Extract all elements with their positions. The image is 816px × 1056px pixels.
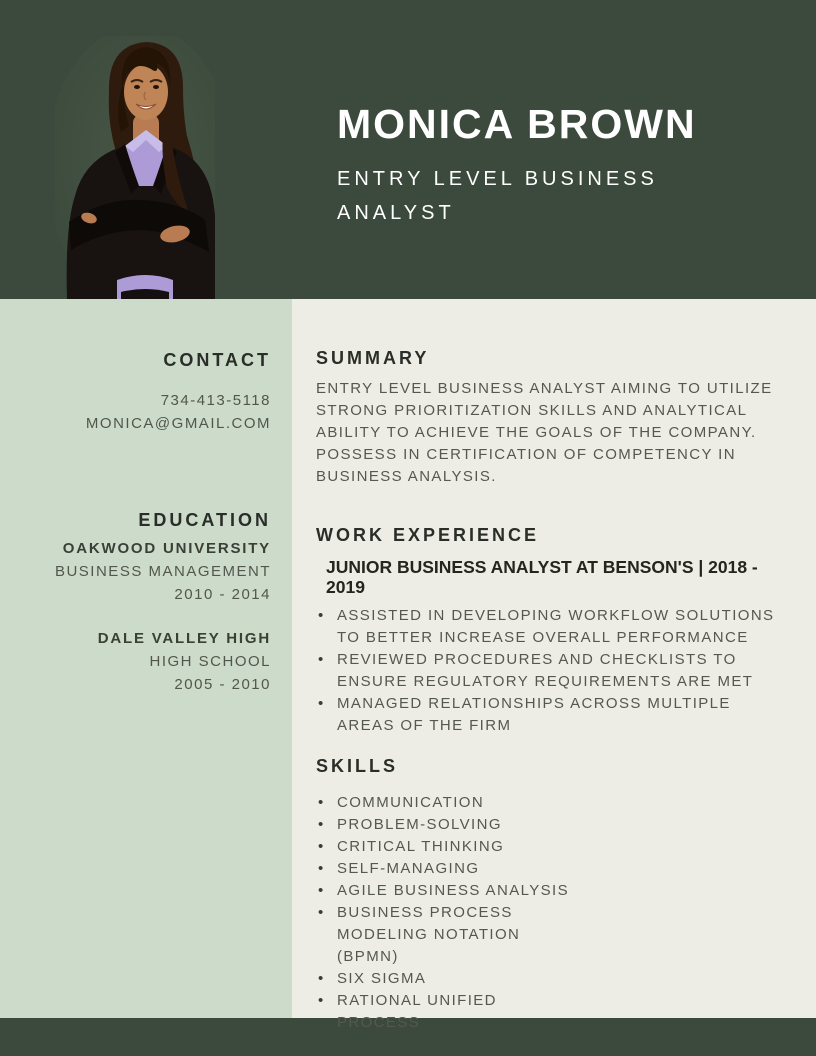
summary-section bbox=[316, 347, 782, 488]
skill-item: • COMMUNICATION bbox=[316, 792, 572, 814]
summary-text: ENTRY LEVEL BUSINESS ANALYST AIMING TO UTILIZE STRONG PRIORITIZATION SKILLS AND ANALYTICAL ABILITY TO ACHIEVE THE GOALS OF THE COMPANY. POSSESS IN CERTIFICATION OF COMPETENCY IN BUSINESS ANALYSIS. bbox=[316, 380, 773, 485]
summary-heading: SUMMARY bbox=[316, 348, 430, 368]
education-heading: EDUCATION bbox=[138, 510, 271, 530]
main-content bbox=[292, 299, 816, 1031]
contact-heading: CONTACT bbox=[163, 350, 271, 370]
woman-portrait-illustration bbox=[55, 36, 215, 299]
work-experience-heading: WORK EXPERIENCE bbox=[316, 525, 540, 545]
work-bullet: • MANAGED RELATIONSHIPS ACROSS MULTIPLE AREAS OF THE FIRM bbox=[316, 693, 782, 737]
education-entries bbox=[18, 537, 271, 696]
profile-photo bbox=[55, 36, 215, 299]
skill-item: • RATIONAL UNIFIED PROCESS bbox=[316, 990, 572, 1034]
job-title-line: JUNIOR BUSINESS ANALYST AT BENSON'S | 2018 - 2019 bbox=[326, 557, 758, 597]
email-address: MONICA@GMAIL.COM bbox=[85, 415, 271, 432]
person-name: MONICA BROWN bbox=[337, 101, 697, 147]
contact-section bbox=[18, 349, 271, 435]
skill-item: • SIX SIGMA bbox=[316, 968, 572, 990]
education-entry bbox=[18, 537, 271, 606]
education-school: DALE VALLEY HIGH bbox=[97, 630, 271, 647]
header-text-block bbox=[337, 102, 697, 230]
work-bullet: • REVIEWED PROCEDURES AND CHECKLISTS TO ENSURE REGULATORY REQUIREMENTS ARE MET bbox=[316, 649, 782, 693]
phone-number: 734-413-5118 bbox=[160, 392, 271, 409]
education-entry bbox=[18, 627, 271, 696]
work-experience-section bbox=[316, 524, 782, 737]
skill-item: • CRITICAL THINKING bbox=[316, 836, 572, 858]
header-band bbox=[0, 0, 816, 299]
contact-lines bbox=[18, 389, 271, 435]
skills-section bbox=[316, 755, 782, 1034]
content-row bbox=[0, 299, 816, 1031]
education-degree: HIGH SCHOOL bbox=[149, 653, 271, 670]
work-bullet: • ASSISTED IN DEVELOPING WORKFLOW SOLUTIONS TO BETTER INCREASE OVERALL PERFORMANCE bbox=[316, 605, 782, 649]
sidebar bbox=[0, 299, 292, 1018]
work-bullet-list bbox=[316, 605, 782, 737]
skill-item: • PROBLEM-SOLVING bbox=[316, 814, 572, 836]
skill-item: • BUSINESS PROCESS MODELING NOTATION (BPMN) bbox=[316, 902, 572, 968]
skills-heading: SKILLS bbox=[316, 756, 399, 776]
skills-list bbox=[316, 792, 782, 1034]
education-school: OAKWOOD UNIVERSITY bbox=[62, 540, 271, 557]
person-job-title: ENTRY LEVEL BUSINESS ANALYST bbox=[337, 168, 658, 225]
education-years: 2005 - 2010 bbox=[174, 676, 271, 693]
skill-item: • SELF-MANAGING bbox=[316, 858, 572, 880]
skill-item: • AGILE BUSINESS ANALYSIS bbox=[316, 880, 572, 902]
education-years: 2010 - 2014 bbox=[174, 586, 271, 603]
education-degree: BUSINESS MANAGEMENT bbox=[54, 563, 271, 580]
education-section bbox=[18, 509, 271, 696]
